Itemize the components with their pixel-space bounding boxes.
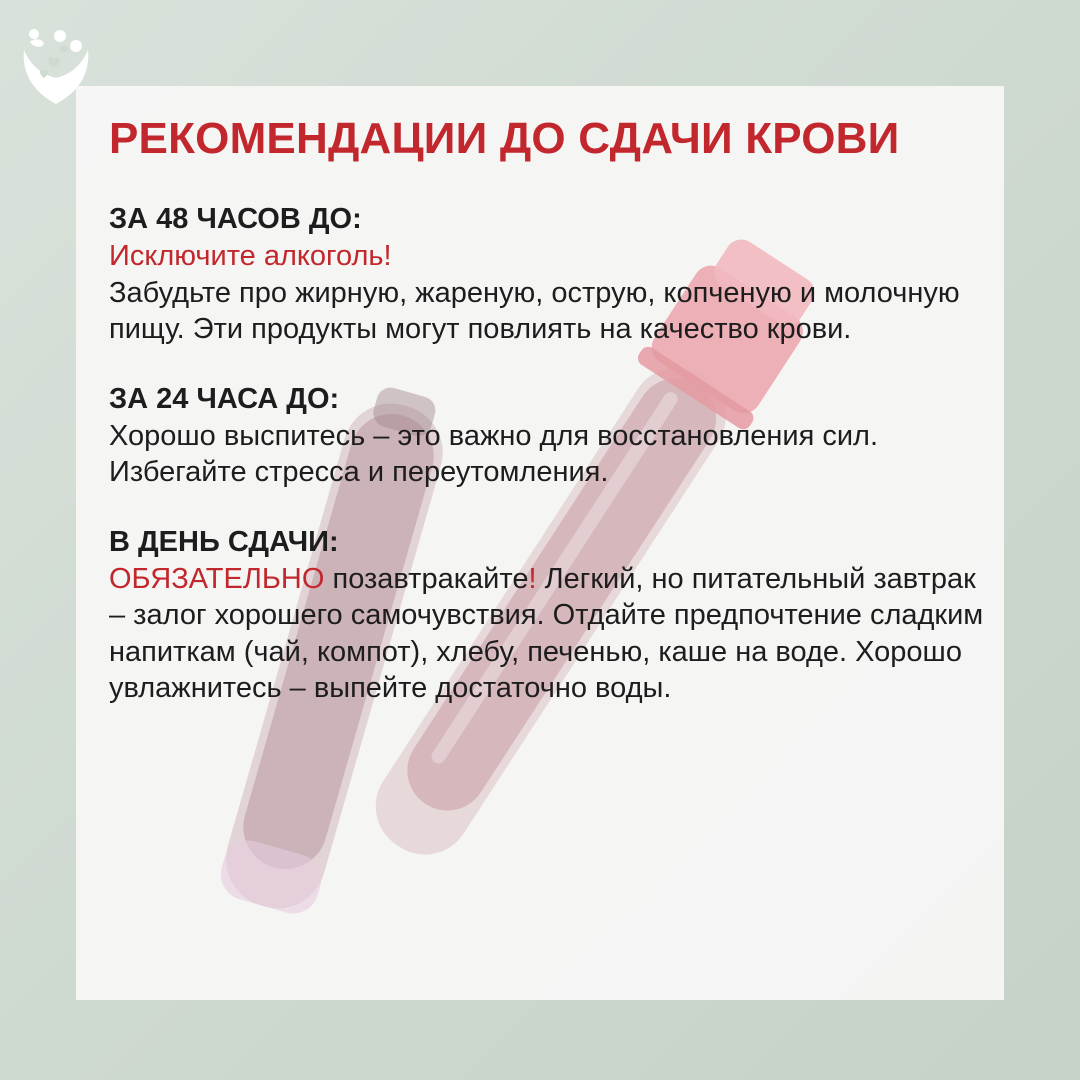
section-heading: ЗА 48 ЧАСОВ ДО: <box>109 203 362 235</box>
section-heading: В ДЕНЬ СДАЧИ: <box>109 525 339 558</box>
page-title: РЕКОМЕНДАЦИИ ДО СДАЧИ КРОВИ <box>109 114 900 163</box>
section-donation-day <box>109 523 989 707</box>
section-body: Хорошо выспитесь – это важно для восстановления сил. Избегайте стресса и переутомления. <box>109 419 879 488</box>
section-body-rest: Легкий, но питательный завтрак – залог хорошего самочувствия. Отдайте предпочтение сладким напиткам (чай, компот), хлебу, печенью, каше на воде. Хорошо увлажнитесь – выпейте достаточно воды. <box>109 562 984 704</box>
section-highlight: ОБЯЗАТЕЛЬНО <box>109 562 325 595</box>
section-highlight: Исключите алкоголь! <box>109 240 392 272</box>
section-body-start: позавтракайте <box>332 562 529 595</box>
content-card <box>76 86 1004 1000</box>
section-body: Забудьте про жирную, жареную, острую, копченую и молочную пищу. Эти продукты могут повлиять на качество крови. <box>109 276 960 345</box>
section-heading: ЗА 24 ЧАСА ДО: <box>109 382 340 415</box>
content <box>109 108 989 707</box>
section-body <box>109 561 989 707</box>
section-48-hours <box>109 200 989 348</box>
section-24-hours <box>109 380 989 491</box>
exclamation-mark: ! <box>528 562 537 595</box>
